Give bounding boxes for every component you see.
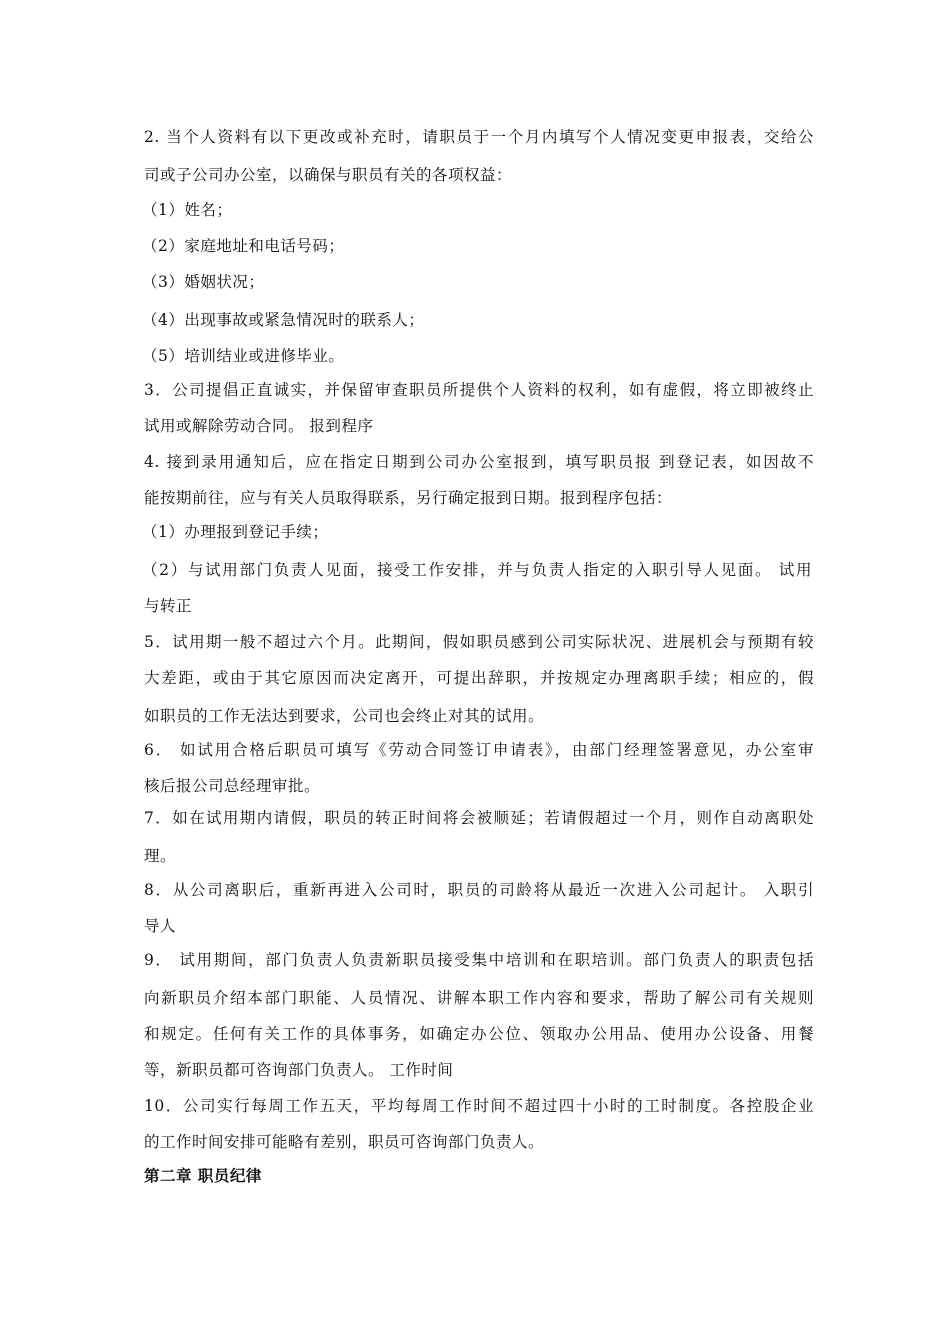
list-item-training: （5）培训结业或进修毕业。	[142, 347, 345, 365]
paragraph-7-line-1: 7．如在试用期内请假，职员的转正时间将会被顺延；若请假超过一个月，则作自动离职处	[144, 809, 814, 827]
paragraph-8-line-1: 8．从公司离职后，重新再进入公司时，职员的司龄将从最近一次进入公司起计。 入职引	[144, 881, 814, 899]
paragraph-8-line-2: 导人	[144, 917, 177, 935]
paragraph-3-line-1: 3．公司提倡正直诚实，并保留审查职员所提供个人资料的权利，如有虚假，将立即被终止	[144, 381, 814, 399]
list-item-meeting-line-1: （2）与试用部门负责人见面，接受工作安排，并与负责人指定的入职引导人见面。 试用	[142, 561, 812, 579]
paragraph-10-line-2: 的工作时间安排可能略有差别，职员可咨询部门负责人。	[144, 1133, 545, 1151]
paragraph-9-line-3: 和规定。任何有关工作的具体事务，如确定办公位、领取办公用品、使用办公设备、用餐	[144, 1025, 814, 1043]
paragraph-7-line-2: 理。	[144, 847, 177, 865]
list-item-meeting-line-2: 与转正	[144, 597, 193, 615]
chapter-heading: 第二章 职员纪律	[144, 1167, 262, 1185]
list-item-registration: （1）办理报到登记手续；	[142, 523, 329, 541]
paragraph-9-line-2: 向新职员介绍本部门职能、人员情况、讲解本职工作内容和要求，帮助了解公司有关规则	[144, 989, 814, 1007]
paragraph-9-line-4: 等，新职员都可咨询部门负责人。 工作时间	[144, 1061, 454, 1079]
paragraph-2-line-2: 司或子公司办公室，以确保与职员有关的各项权益：	[144, 166, 513, 184]
list-item-emergency-contact: （4）出现事故或紧急情况时的联系人；	[142, 311, 425, 329]
paragraph-4-line-1: 4. 接到录用通知后，应在指定日期到公司办公室报到，填写职员报 到登记表，如因故不	[144, 453, 814, 471]
paragraph-9-line-1: 9． 试用期间，部门负责人负责新职员接受集中培训和在职培训。部门负责人的职责包括	[144, 951, 814, 969]
paragraph-3-line-2: 试用或解除劳动合同。 报到程序	[144, 417, 374, 435]
paragraph-6-line-2: 核后报公司总经理审批。	[144, 777, 321, 795]
paragraph-10-line-1: 10．公司实行每周工作五天，平均每周工作时间不超过四十小时的工时制度。各控股企业	[144, 1097, 814, 1115]
paragraph-5-line-3: 如职员的工作无法达到要求，公司也会终止对其的试用。	[144, 707, 545, 725]
list-item-name: （1）姓名；	[142, 201, 233, 219]
paragraph-5-line-2: 大差距，或由于其它原因而决定离开，可提出辞职，并按规定办理离职手续；相应的，假	[144, 669, 814, 687]
list-item-address-phone: （2）家庭地址和电话号码；	[142, 237, 345, 255]
paragraph-5-line-1: 5．试用期一般不超过六个月。此期间，假如职员感到公司实际状况、进展机会与预期有较	[144, 633, 814, 651]
paragraph-4-line-2: 能按期前往，应与有关人员取得联系，另行确定报到日期。报到程序包括：	[144, 489, 673, 507]
paragraph-6-line-1: 6． 如试用合格后职员可填写《劳动合同签订申请表》，由部门经理签署意见，办公室审	[144, 741, 814, 759]
list-item-marital-status: （3）婚姻状况；	[142, 273, 265, 291]
paragraph-2-line-1: 2. 当个人资料有以下更改或补充时，请职员于一个月内填写个人情况变更申报表，交给公	[144, 128, 814, 146]
